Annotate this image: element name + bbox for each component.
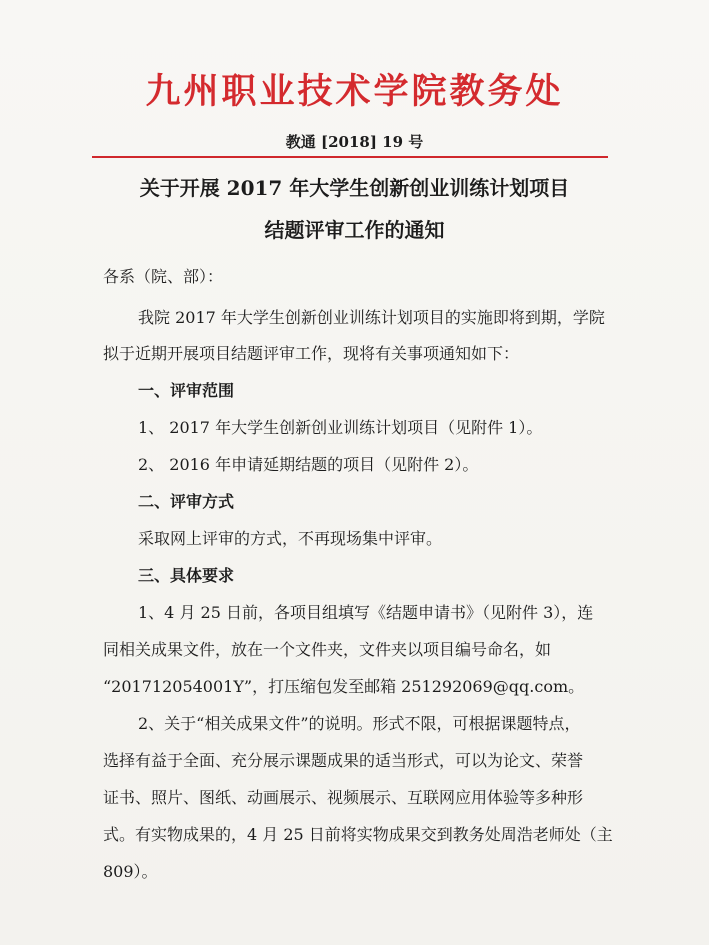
document-number: 教通 [2018] 19 号 [285,133,424,151]
section-1-item-1: 1、 2017 年大学生创新创业训练计划项目（见附件 1）。 [138,418,543,437]
red-divider [92,156,608,158]
requirement-1-line-2: 同相关成果文件，放在一个文件夹，文件夹以项目编号命名，如 [103,640,552,659]
salutation: 各系（院、部）： [103,267,224,286]
section-1-heading: 一、评审范围 [138,381,235,400]
requirement-2-line-3: 证书、照片、图纸、动画展示、视频展示、互联网应用体验等多种形 [103,788,584,807]
section-3-heading: 三、具体要求 [138,566,235,585]
intro-line-1: 我院 2017 年大学生创新创业训练计划项目的实施即将到期，学院 [138,308,605,327]
requirement-2-line-5: 809）。 [103,862,158,881]
requirement-2-line-1: 2、关于“相关成果文件”的说明。形式不限，可根据课题特点， [138,714,581,733]
requirement-1-line-1: 1、4 月 25 日前，各项目组填写《结题申请书》（见附件 3），连 [138,603,594,622]
section-2-heading: 二、评审方式 [138,492,235,511]
requirement-2-line-2: 选择有益于全面、充分展示课题成果的适当形式，可以为论文、荣誉 [103,751,584,770]
notice-title-line-1: 关于开展 2017 年大学生创新创业训练计划项目 [139,176,570,200]
requirement-1-line-3: “201712054001Y”，打压缩包发至邮箱 251292069@qq.com。 [103,677,585,696]
intro-line-2: 拟于近期开展项目结题评审工作，现将有关事项通知如下： [103,344,520,363]
section-1-item-2: 2、 2016 年申请延期结题的项目（见附件 2）。 [138,455,479,474]
issuer-title: 九州职业技术学院教务处 [145,71,564,112]
requirement-2-line-4: 式。有实物成果的，4 月 25 日前将实物成果交到教务处周浩老师处（主 [103,825,613,844]
notice-title-line-2: 结题评审工作的通知 [264,218,445,242]
section-2-text: 采取网上评审的方式，不再现场集中评审。 [138,529,443,548]
